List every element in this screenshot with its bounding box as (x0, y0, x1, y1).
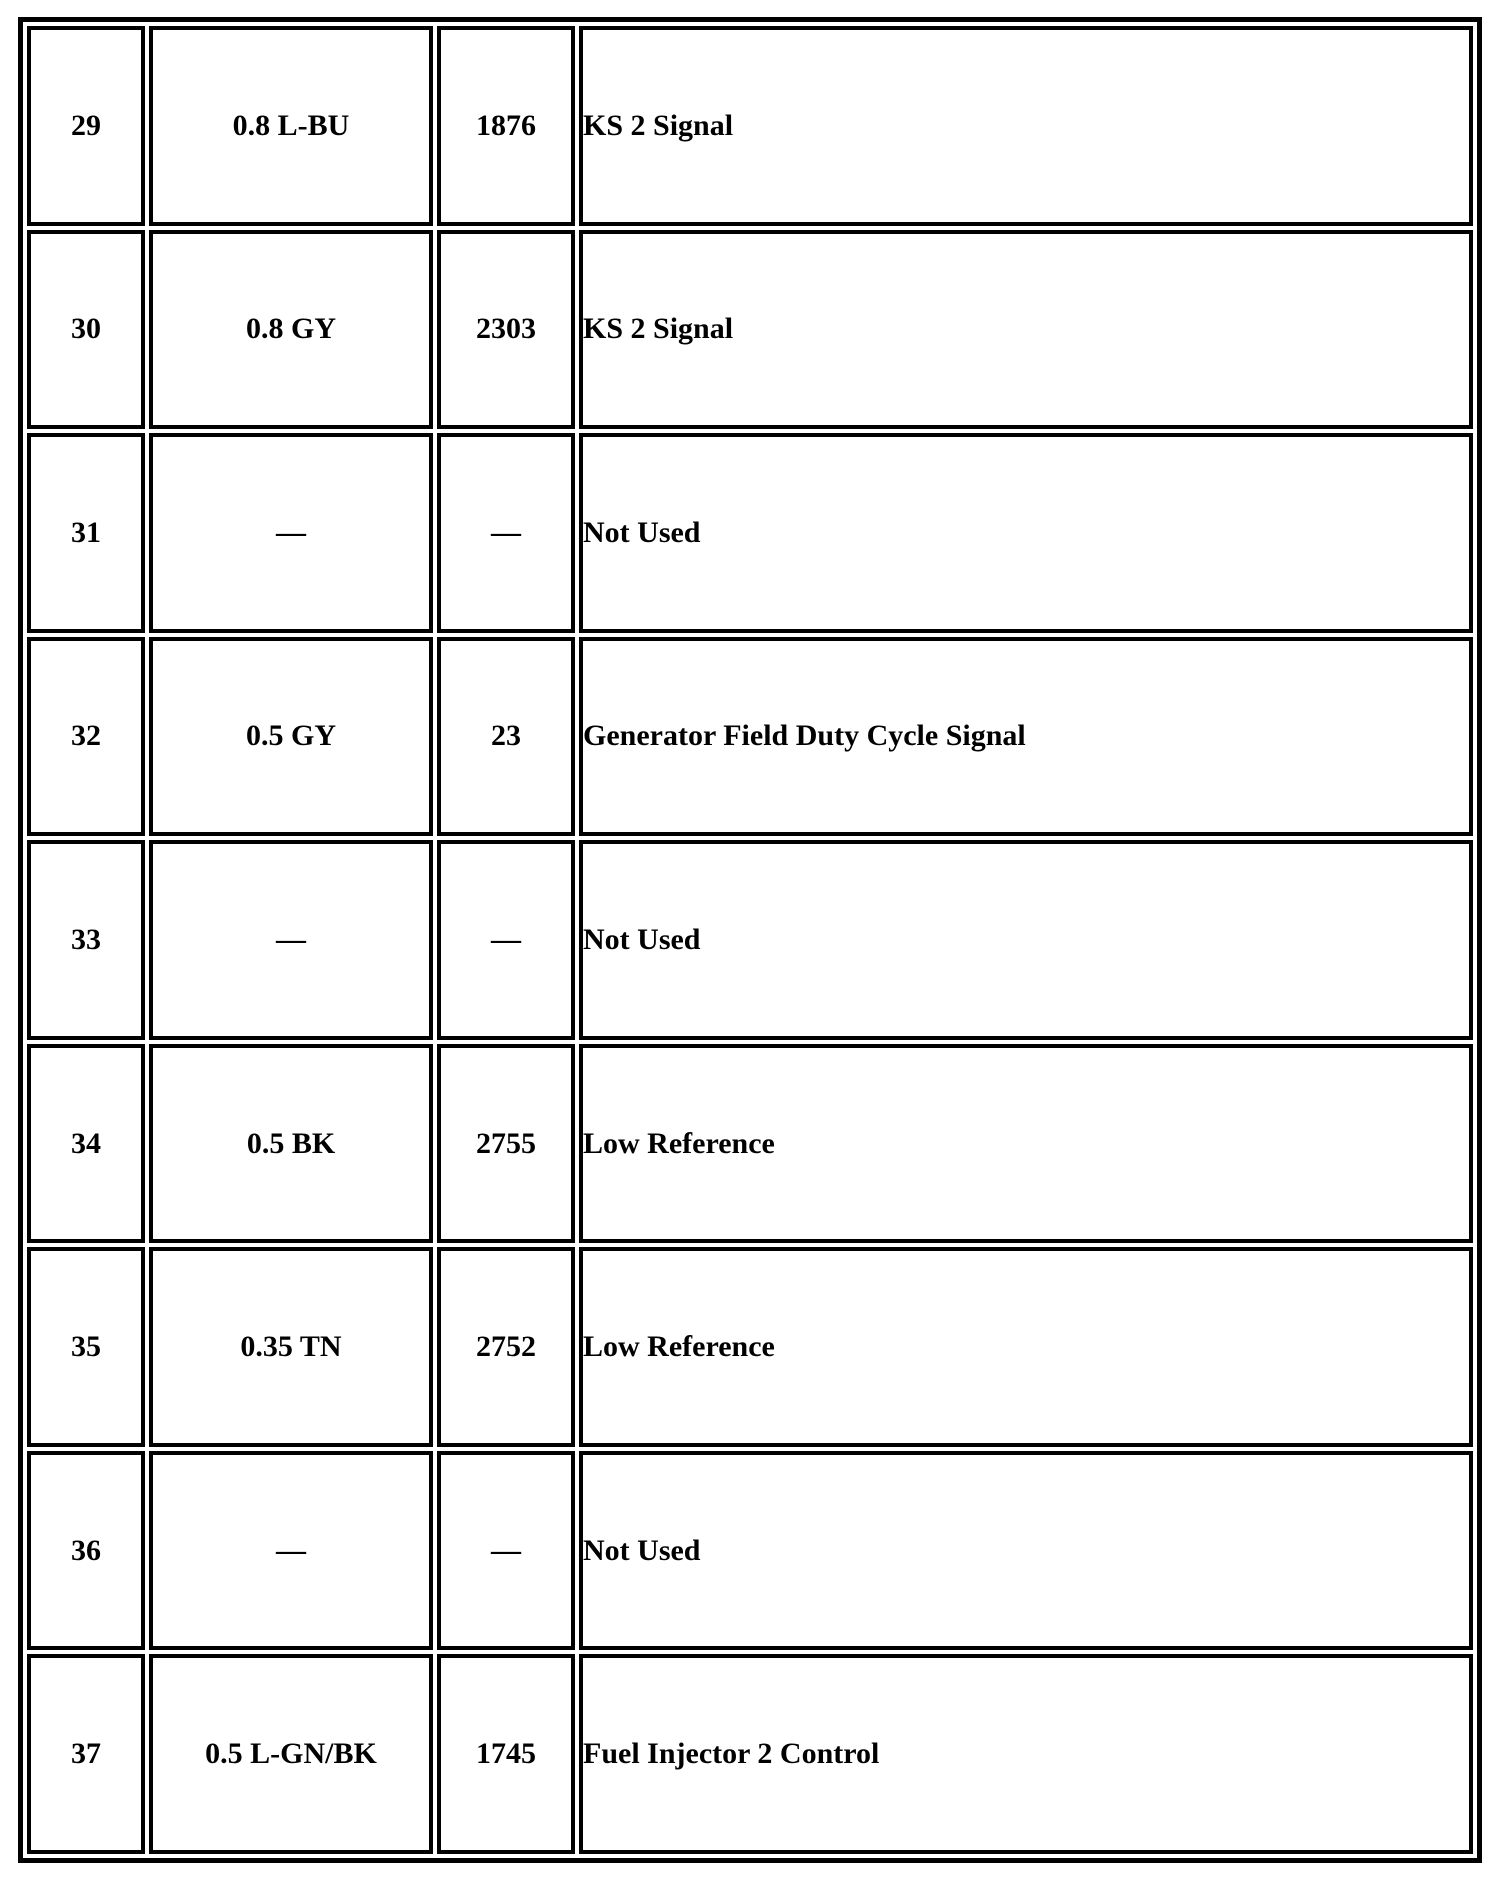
table-row (27, 26, 1473, 226)
table-row (27, 840, 1473, 1040)
table-row (27, 433, 1473, 633)
function-cell: Low Reference (579, 1247, 1473, 1447)
table-row (27, 637, 1473, 837)
wire-cell: — (149, 840, 433, 1040)
circuit-cell: 1876 (437, 26, 575, 226)
circuit-cell: 23 (437, 637, 575, 837)
pin-cell: 37 (27, 1654, 145, 1854)
table-row (27, 1247, 1473, 1447)
circuit-cell: 2752 (437, 1247, 575, 1447)
wire-cell: 0.5 L-GN/BK (149, 1654, 433, 1854)
wire-cell: — (149, 1451, 433, 1651)
wire-cell: 0.35 TN (149, 1247, 433, 1447)
circuit-cell: 2755 (437, 1044, 575, 1244)
pin-cell: 29 (27, 26, 145, 226)
function-cell: KS 2 Signal (579, 26, 1473, 226)
function-cell: Not Used (579, 1451, 1473, 1651)
pin-cell: 30 (27, 230, 145, 430)
pin-cell: 35 (27, 1247, 145, 1447)
connector-pinout-table-frame (18, 17, 1482, 1863)
pin-cell: 34 (27, 1044, 145, 1244)
function-cell: Generator Field Duty Cycle Signal (579, 637, 1473, 837)
wire-cell: 0.5 GY (149, 637, 433, 837)
table-row (27, 1451, 1473, 1651)
table-row (27, 1654, 1473, 1854)
function-cell: Not Used (579, 840, 1473, 1040)
function-cell: Low Reference (579, 1044, 1473, 1244)
pin-cell: 31 (27, 433, 145, 633)
wire-cell: 0.5 BK (149, 1044, 433, 1244)
pin-cell: 33 (27, 840, 145, 1040)
pin-cell: 36 (27, 1451, 145, 1651)
wire-cell: 0.8 L-BU (149, 26, 433, 226)
table-row (27, 230, 1473, 430)
circuit-cell: — (437, 433, 575, 633)
table-row (27, 1044, 1473, 1244)
function-cell: KS 2 Signal (579, 230, 1473, 430)
function-cell: Fuel Injector 2 Control (579, 1654, 1473, 1854)
circuit-cell: 2303 (437, 230, 575, 430)
circuit-cell: — (437, 1451, 575, 1651)
circuit-cell: 1745 (437, 1654, 575, 1854)
pin-cell: 32 (27, 637, 145, 837)
wire-cell: 0.8 GY (149, 230, 433, 430)
function-cell: Not Used (579, 433, 1473, 633)
connector-pinout-table (23, 22, 1477, 1858)
wire-cell: — (149, 433, 433, 633)
circuit-cell: — (437, 840, 575, 1040)
